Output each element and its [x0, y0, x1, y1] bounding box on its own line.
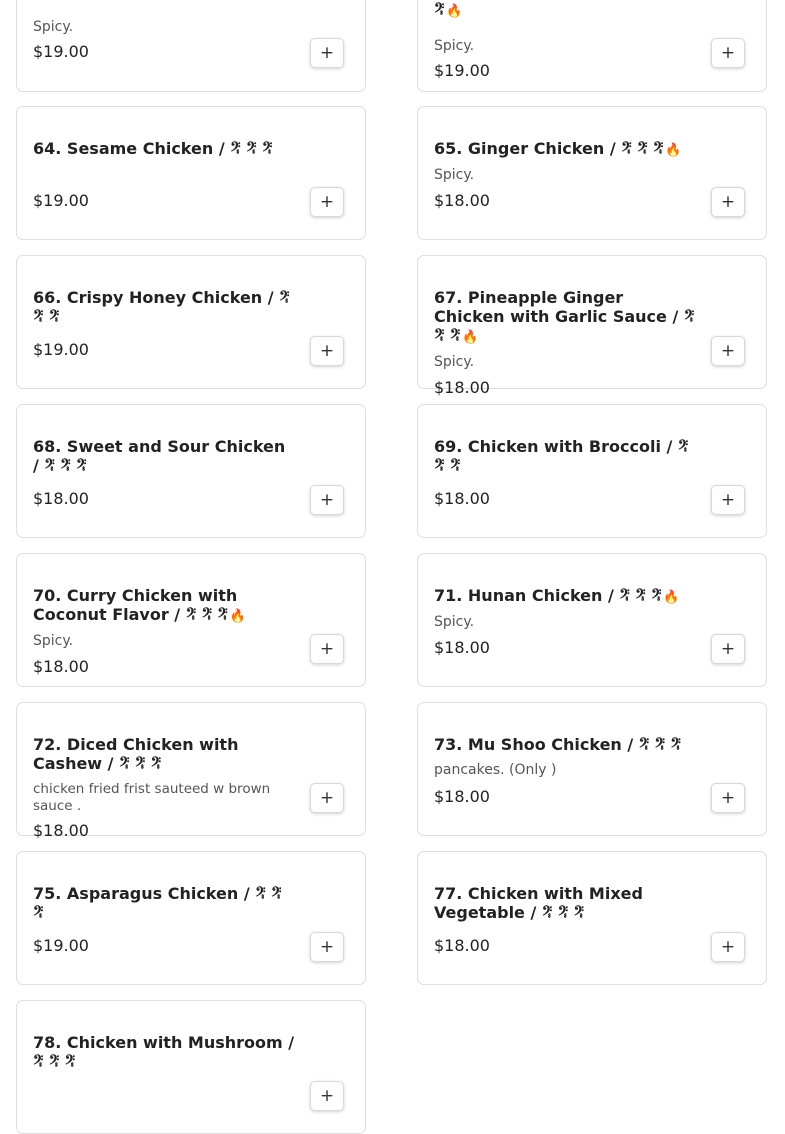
item-price: $18.00	[434, 489, 490, 508]
item-price: $19.00	[434, 61, 490, 80]
menu-item-card[interactable]	[417, 851, 767, 985]
item-title: 65. Ginger Chicken / 𝄤 𝄤 𝄤 🔥	[434, 139, 682, 158]
menu-item-card[interactable]	[16, 106, 366, 240]
item-title: 78. Chicken with Mushroom / 𝄤 𝄤 𝄤	[33, 1033, 295, 1071]
item-title: 72. Diced Chicken with Cashew / 𝄤 𝄤 𝄤	[33, 735, 239, 773]
menu-item-card[interactable]	[16, 702, 366, 840]
add-item-button[interactable]	[711, 932, 745, 962]
plus-icon: +	[319, 489, 335, 510]
item-title	[33, 0, 295, 2]
flame-icon: 🔥	[663, 590, 680, 605]
menu-item-card[interactable]	[16, 0, 366, 92]
menu-item-card[interactable]	[417, 702, 767, 836]
plus-icon: +	[720, 340, 736, 361]
plus-icon: +	[720, 787, 736, 808]
add-item-button[interactable]	[310, 38, 344, 68]
item-title: 66. Crispy Honey Chicken / 𝄤 𝄤 𝄤	[33, 288, 290, 326]
add-item-button[interactable]	[310, 932, 344, 962]
item-title: 73. Mu Shoo Chicken / 𝄤 𝄤 𝄤	[434, 735, 681, 754]
item-price: $18.00	[434, 191, 490, 210]
menu-item-card[interactable]	[16, 1000, 366, 1134]
item-title: 64. Sesame Chicken / 𝄤 𝄤 𝄤	[33, 139, 273, 158]
plus-icon: +	[319, 42, 335, 63]
item-price: $18.00	[434, 787, 490, 806]
add-item-button[interactable]	[711, 38, 745, 68]
menu-item-card[interactable]	[16, 851, 366, 985]
item-title: 70. Curry Chicken with Coconut Flavor / 𝄤 𝄤 𝄤 🔥	[33, 586, 246, 624]
item-price: $19.00	[33, 42, 89, 61]
plus-icon: +	[720, 638, 736, 659]
item-title: 71. Hunan Chicken / 𝄤 𝄤 𝄤 🔥	[434, 586, 680, 605]
menu-item-card[interactable]	[417, 255, 767, 397]
menu-item-card[interactable]	[16, 553, 366, 687]
item-title: 67. Pineapple Ginger Chicken with Garlic Sauce / 𝄤 𝄤 𝄤 🔥	[434, 288, 695, 345]
item-description: chicken fried frist sauteed w brown sauce .	[33, 781, 271, 814]
item-price: $18.00	[33, 489, 89, 508]
plus-icon: +	[720, 42, 736, 63]
item-title: 77. Chicken with Mixed Vegetable / 𝄤 𝄤 𝄤	[434, 884, 643, 922]
item-description: Spicy.	[434, 167, 475, 183]
plus-icon: +	[319, 936, 335, 957]
item-price: $18.00	[434, 378, 490, 397]
add-item-button[interactable]	[711, 634, 745, 664]
plus-icon: +	[319, 1085, 335, 1106]
flame-icon: 🔥	[446, 4, 463, 19]
plus-icon: +	[720, 191, 736, 212]
add-item-button[interactable]	[711, 187, 745, 217]
item-price: $18.00	[434, 638, 490, 657]
add-item-button[interactable]	[310, 1081, 344, 1111]
plus-icon: +	[319, 787, 335, 808]
flame-icon: 🔥	[229, 609, 246, 624]
flame-icon: 🔥	[665, 143, 682, 158]
add-item-button[interactable]	[310, 634, 344, 664]
plus-icon: +	[720, 936, 736, 957]
item-title: 68. Sweet and Sour Chicken / 𝄤 𝄤 𝄤	[33, 437, 286, 475]
menu-item-card[interactable]	[417, 553, 767, 687]
item-description: pancakes. (Only )	[434, 762, 557, 778]
add-item-button[interactable]	[310, 485, 344, 515]
menu-item-card[interactable]	[417, 404, 767, 538]
add-item-button[interactable]	[711, 783, 745, 813]
item-description: Spicy.	[33, 633, 74, 649]
menu-item-card[interactable]	[417, 106, 767, 240]
flame-icon: 🔥	[462, 330, 479, 345]
plus-icon: +	[720, 489, 736, 510]
item-title: 69. Chicken with Broccoli / 𝄤 𝄤 𝄤	[434, 437, 689, 475]
plus-icon: +	[319, 638, 335, 659]
add-item-button[interactable]	[711, 336, 745, 366]
add-item-button[interactable]	[310, 336, 344, 366]
plus-icon: +	[319, 340, 335, 361]
item-price: $19.00	[33, 340, 89, 359]
add-item-button[interactable]	[310, 783, 344, 813]
item-price: $18.00	[33, 657, 89, 676]
item-title: 75. Asparagus Chicken / 𝄤 𝄤 𝄤	[33, 884, 282, 922]
item-description: Spicy.	[434, 614, 475, 630]
menu-item-card[interactable]	[16, 404, 366, 538]
plus-icon: +	[319, 191, 335, 212]
item-description: Spicy.	[434, 38, 475, 54]
add-item-button[interactable]	[310, 187, 344, 217]
item-price: $19.00	[33, 191, 89, 210]
item-price: $18.00	[33, 821, 89, 840]
item-title: 𝄤 🔥	[434, 0, 463, 19]
item-price: $18.00	[434, 936, 490, 955]
item-description: Spicy.	[434, 354, 475, 370]
item-description: Spicy.	[33, 19, 74, 35]
menu-item-card[interactable]	[417, 0, 767, 92]
item-price: $19.00	[33, 936, 89, 955]
add-item-button[interactable]	[711, 485, 745, 515]
menu-item-card[interactable]	[16, 255, 366, 389]
